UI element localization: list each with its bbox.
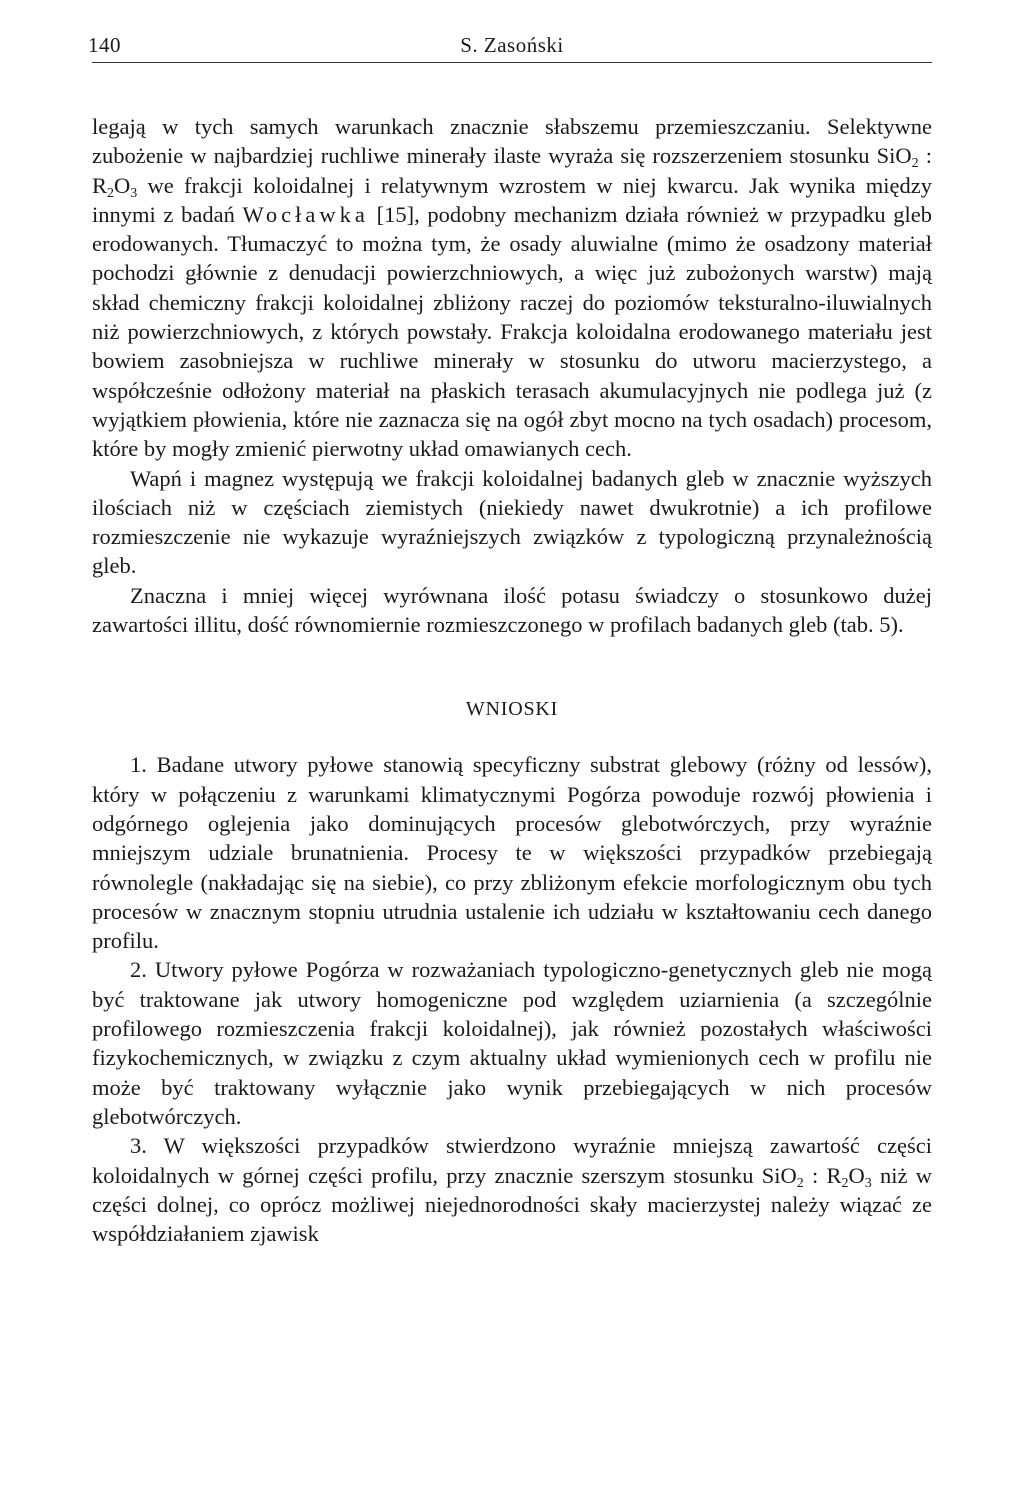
conclusion-3-text-c: O [848,1162,865,1188]
author-citation: Wocławka [242,201,369,227]
conclusion-3-text-b: : R [803,1162,842,1188]
paragraph-1-text-b: : R [92,143,932,198]
paragraph-1-text-a: legają w tych samych warunkach znacznie słabszemu przemieszczaniu. Selektywne zubożenie w najbardziej ruchliwe minerały ilaste wyraża się rozszerzeniem stosunku SiO [92,114,932,169]
paragraph-1-text-c: O [114,172,131,198]
subscript: 3 [130,185,138,201]
header-rule [92,62,932,63]
subscript: 2 [911,156,919,172]
paragraph-2: Wapń i magnez występują we frakcji koloidalnej badanych gleb w znacznie wyższych ilościach niż w częściach ziemistych (niekiedy nawet dwukrotnie) a ich profilowe rozmieszczenie nie wykazuje wyraźniejszych związków z typologiczną przynależnością gleb. [92,465,932,579]
conclusion-1: 1. Badane utwory pyłowe stanowią specyficzny substrat glebowy (różny od lessów), który w połączeniu z warunkami klimatycznymi Pogórza powoduje rozwój płowienia i odgórnego oglejenia jako dominujących procesów glebotwórczych, przy wyraźnie mniejszym udziale brunatnienia. Procesy te w większości przypadków przebiegają równolegle (nakładając się na siebie), co przy zbliżonym efekcie morfologicznym obu tych procesów w znacznym stopniu utrudnia ustalenie ich udziału w kształtowaniu cech danego profilu. [92,752,932,954]
paragraph-1 [92,112,932,464]
conclusion-3 [92,1131,932,1248]
document-page [88,28,932,1248]
running-title: S. Zasoński [460,33,564,57]
paragraph-1-text-e: [15], podobny mechanizm działa również w przypadku gleb erodowanych. Tłumaczyć to można tym, że osady aluwialne (mimo że osadzony materiał pochodzi głównie z denudacji powierzchniowych, a więc już zubożonych warstw) mają skład chemiczny frakcji koloidalnej zbliżony raczej do poziomów teksturalno-iluwialnych niż powierzchniowych, z których powstały. Frakcja koloidalna erodowanego materiału jest bowiem zasobniejsza w ruchliwe minerały w stosunku do utworu macierzystego, a współcześnie odłożony materiał na płaskich terasach akumulacyjnych nie podlega już (z wyjątkiem płowienia, które nie zaznacza się na ogół zbyt mocno na tych osadach) procesom, które by mogły zmienić pierwotny układ omawianych cech. [92,201,932,462]
paragraph-3: Znaczna i mniej więcej wyrównana ilość potasu świadczy o stosunkowo dużej zawartości illitu, dość równomiernie rozmieszczonego w profilach badanych gleb (tab. 5). [92,582,932,638]
page-number: 140 [88,33,121,57]
body-text [92,112,932,1248]
conclusion-3-text-d: niż w części dolnej, co oprócz możliwej niejednorodności skały macierzystej należy wiązać ze współdziałaniem zjawisk [92,1162,932,1247]
section-title: WNIOSKI [465,698,559,721]
subscript: 2 [107,185,115,201]
conclusion-2: 2. Utwory pyłowe Pogórza w rozważaniach typologiczno-genetycznych gleb nie mogą być traktowane jak utwory homogeniczne pod względem uziarnienia (a szczególnie profilowego rozmieszczenia frakcji koloidalnej), jak również pozostałych właściwości fizykochemicznych, w związku z czym aktualny układ wymienionych cech w profilu nie może być traktowany wyłącznie jako wynik przebiegających w nich procesów glebotwórczych. [92,957,932,1129]
subscript: 2 [796,1175,804,1191]
subscript: 2 [841,1175,849,1191]
paragraph-1-text-d: we frakcji koloidalnej i relatywnym wzrostem w niej kwarcu. Jak wynika między innymi z badań [92,172,932,227]
subscript: 3 [864,1175,872,1191]
page-header [88,28,932,62]
conclusion-3-text-a: 3. W większości przypadków stwierdzono wyraźnie mniejszą zawartość części koloidalnych w górnej części profilu, przy znacznie szerszym stosunku SiO [92,1133,932,1188]
